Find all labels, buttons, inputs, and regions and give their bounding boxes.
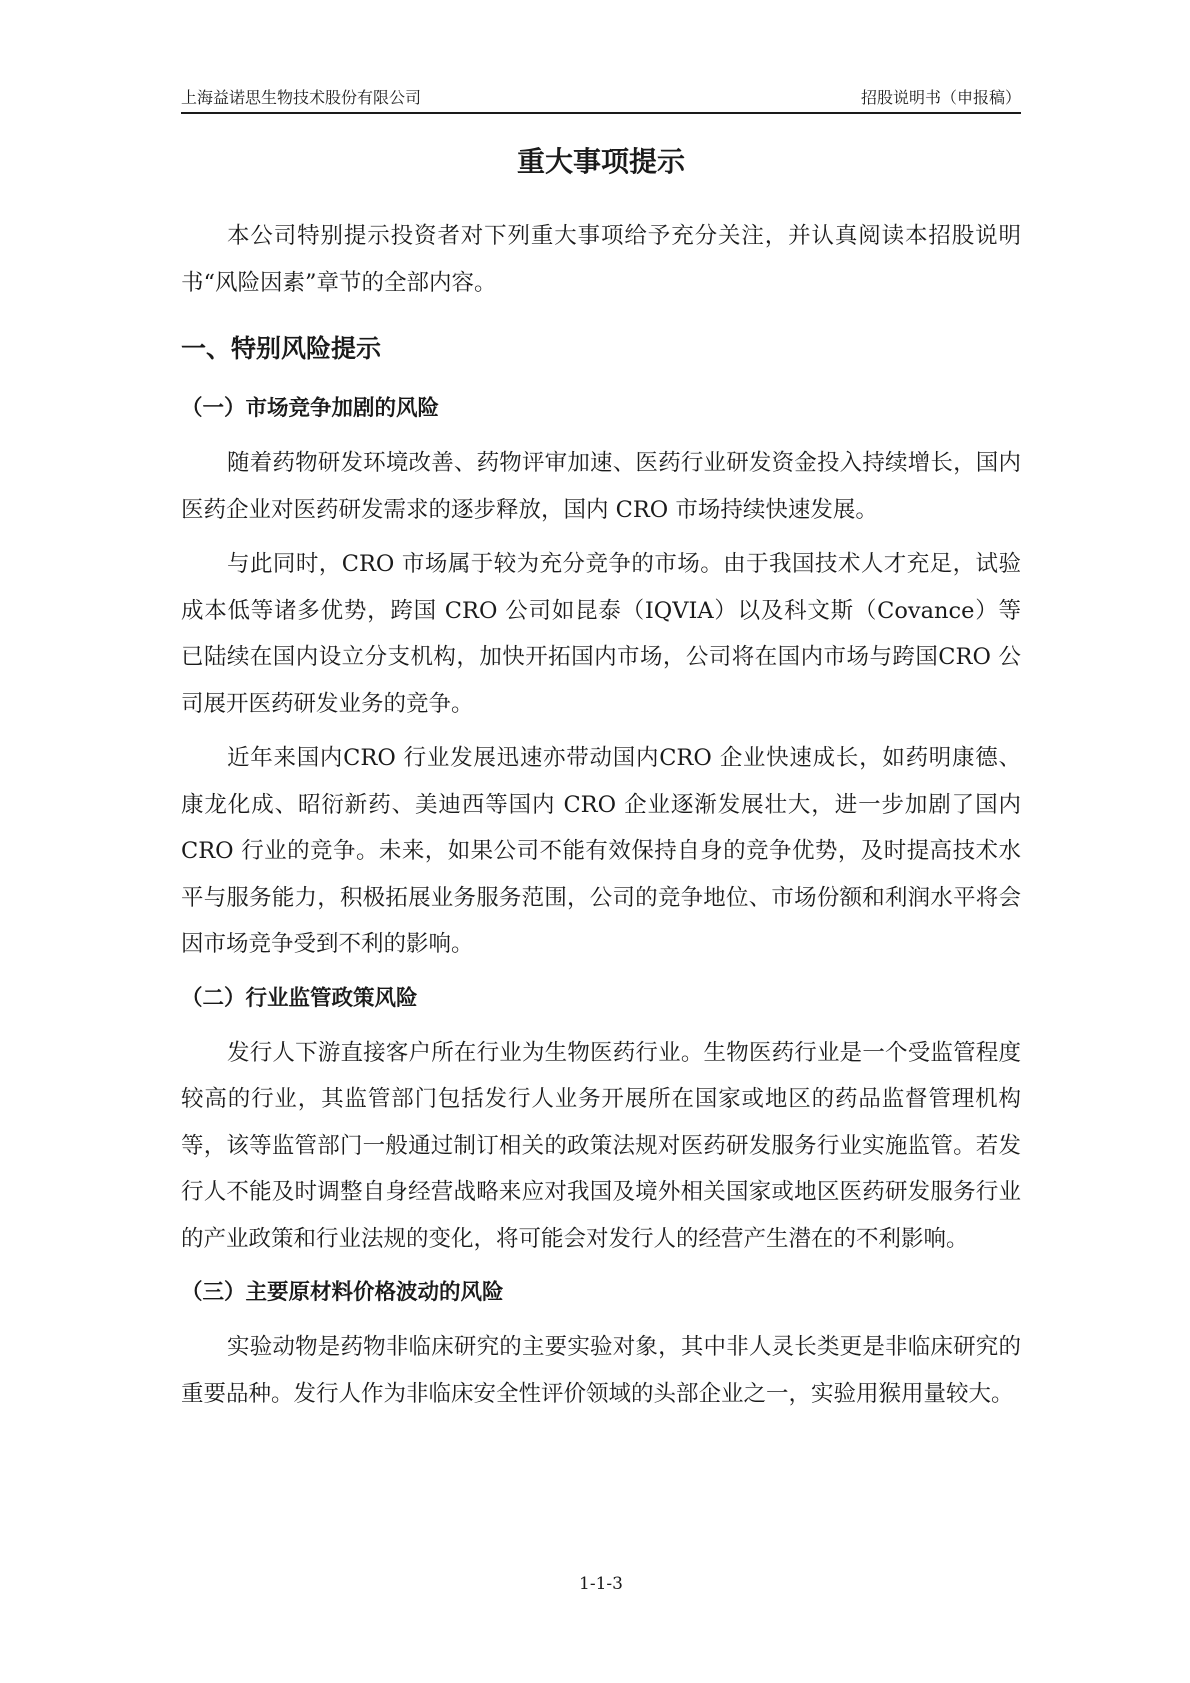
body-paragraph: 近年来国内CRO 行业发展迅速亦带动国内CRO 企业快速成长，如药明康德、康龙化成、昭衍新药、美迪西等国内 CRO 企业逐渐发展壮大，进一步加剧了国内 CRO 行业的竞争。未来，如果公司不能有效保持自身的竞争优势，及时提高技术水平与服务能力，积极拓展业务服务范围，公司的竞争地位、市场份额和利润水平将会因市场竞争受到不利的影响。 xyxy=(181,745,1021,957)
body-paragraph: 实验动物是药物非临床研究的主要实验对象，其中非人灵长类更是非临床研究的重要品种。发行人作为非临床安全性评价领域的头部企业之一，实验用猴用量较大。 xyxy=(181,1334,1021,1407)
page-title: 重大事项提示 xyxy=(516,145,685,178)
subsection-heading-raw-material-price: （三）主要原材料价格波动的风险 xyxy=(181,1280,504,1305)
body-paragraph: 随着药物研发环境改善、药物评审加速、医药行业研发资金投入持续增长，国内医药企业对医药研发需求的逐步释放，国内 CRO 市场持续快速发展。 xyxy=(181,450,1021,523)
document-body xyxy=(181,213,1021,1417)
body-paragraph: 发行人下游直接客户所在行业为生物医药行业。生物医药行业是一个受监管程度较高的行业，其监管部门包括发行人业务开展所在国家或地区的药品监督管理机构等，该等监管部门一般通过制订相关的政策法规对医药研发服务行业实施监管。若发行人不能及时调整自身经营战略来应对我国及境外相关国家或地区医药研发服务行业的产业政策和行业法规的变化，将可能会对发行人的经营产生潜在的不利影响。 xyxy=(181,1039,1021,1252)
page-number: 1-1-3 xyxy=(579,1574,623,1594)
page-header xyxy=(181,84,1021,114)
header-company-name: 上海益诺思生物技术股份有限公司 xyxy=(181,88,422,107)
subsection-heading-market-competition: （一）市场竞争加剧的风险 xyxy=(181,396,440,421)
body-paragraph: 与此同时，CRO 市场属于较为充分竞争的市场。由于我国技术人才充足，试验成本低等诸多优势，跨国 CRO 公司如昆泰（IQVIA）以及科文斯（Covance）等已陆续在国内设立分支机构，加快开拓国内市场，公司将在国内市场与跨国CRO 公司展开医药研发业务的竞争。 xyxy=(181,551,1021,717)
subsection-heading-regulatory-policy: （二）行业监管政策风险 xyxy=(181,985,418,1011)
section-heading-special-risks: 一、特别风险提示 xyxy=(181,334,382,363)
header-document-type: 招股说明书（申报稿） xyxy=(860,88,1021,107)
intro-paragraph: 本公司特别提示投资者对下列重大事项给予充分关注，并认真阅读本招股说明书“风险因素”章节的全部内容。 xyxy=(181,223,1021,296)
document-page xyxy=(181,0,1021,1683)
